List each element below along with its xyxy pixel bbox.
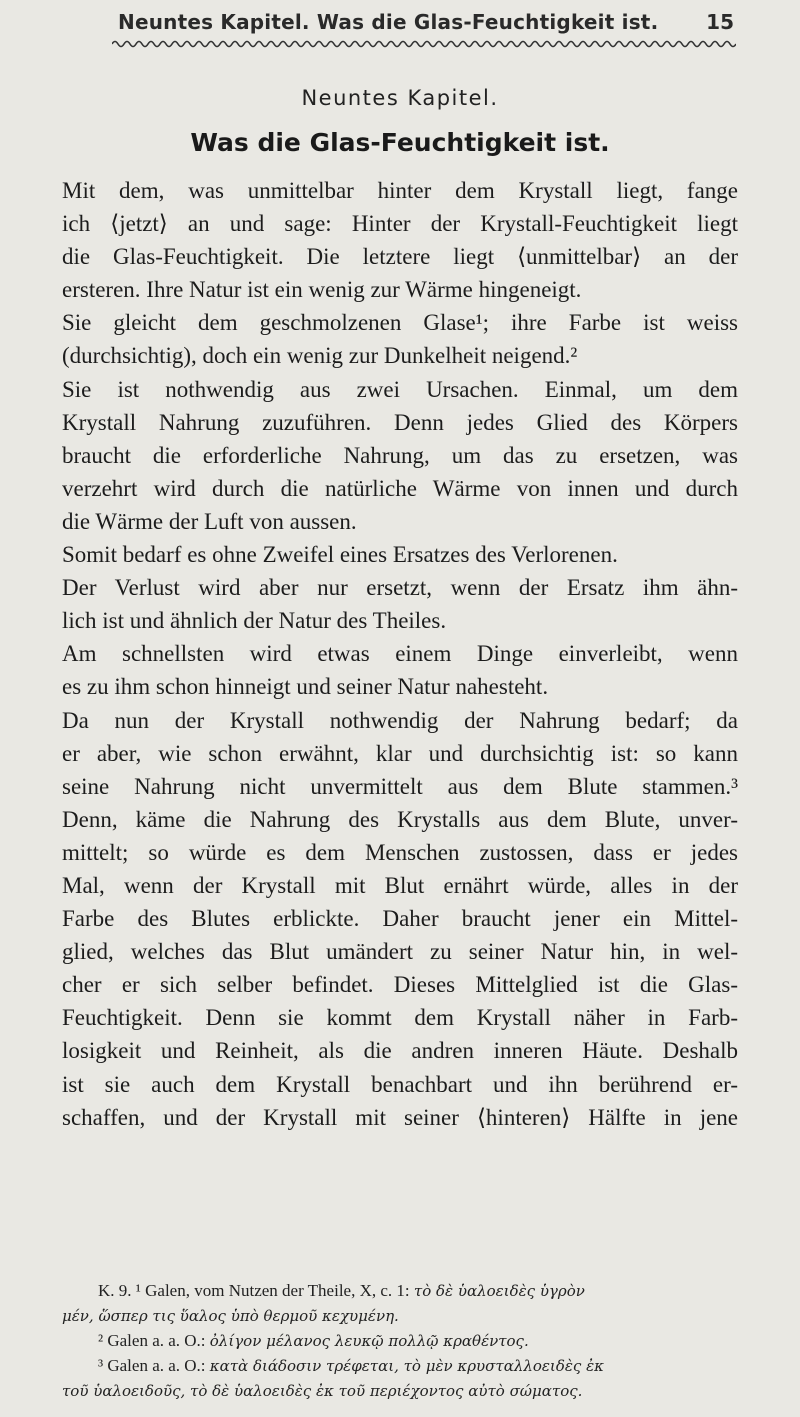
footnote-3-source: ³ Galen a. a. O.: [98, 1356, 206, 1375]
footnote-1-greek: τὸ δὲ ὑαλοειδὲς ὑγρὸν [413, 1282, 585, 1300]
text-line: es zu ihm schon hinneigt und seiner Natur nahesteht. [62, 674, 549, 700]
text-line: Sie gleicht dem geschmolzenen Glase¹; ihre Farbe ist weiss [62, 310, 738, 336]
chapter-number: Neuntes Kapitel. [301, 86, 499, 110]
text-line: verzehrt wird durch die natürliche Wärme von innen und durch [62, 475, 738, 501]
text-line: die Glas-Feuchtigkeit. Die letztere liegt ⟨unmittelbar⟩ an der [62, 244, 738, 270]
text-line: Krystall Nahrung zuzuführen. Denn jedes Glied des Körpers [62, 409, 738, 435]
text-line: ersteren. Ihre Natur ist ein wenig zur Wärme hingeneigt. [62, 277, 582, 303]
text-line: Mit dem, was unmittelbar hinter dem Krystall liegt, fange [62, 178, 738, 203]
footnote-1-continued [62, 1303, 738, 1328]
footnote-3-greek: κατὰ διάδοσιν τρέφεται, τὸ μὲν κρυσταλλοειδὲς ἐκ [209, 1357, 604, 1375]
text-line: Denn, käme die Nahrung des Krystalls aus dem Blute, unver- [62, 806, 738, 832]
text-line: Mal, wenn der Krystall mit Blut ernährt würde, alles in der [62, 872, 738, 898]
text-line: Farbe des Blutes erblickte. Daher braucht jener ein Mittel- [62, 906, 738, 932]
footnote-1-source: K. 9. ¹ Galen, vom Nutzen der Theile, X, c. 1: [98, 1281, 410, 1300]
chapter-title: Was die Glas-Feuchtigkeit ist. [190, 128, 610, 157]
text-line: Feuchtigkeit. Denn sie kommt dem Krystall näher in Farb- [62, 1005, 738, 1031]
text-line: Der Verlust wird aber nur ersetzt, wenn der Ersatz ihm ähn- [62, 575, 738, 601]
text-line: (durchsichtig), doch ein wenig zur Dunkelheit neigend.² [62, 343, 578, 369]
text-line: losigkeit und Reinheit, als die andren inneren Häute. Deshalb [62, 1038, 738, 1064]
footnote-3-greek-cont: τοῦ ὑαλοειδοῦς, τὸ δὲ ὑαλοειδὲς ἐκ τοῦ περιέχοντος αὐτὸ σώματος. [62, 1382, 583, 1400]
text-line: Am schnellsten wird etwas einem Dinge einverleibt, wenn [62, 641, 738, 667]
page-number: 15 [706, 10, 734, 34]
text-line: er aber, wie schon erwähnt, klar und durchsichtig ist: so kann [62, 740, 738, 766]
decorative-wavy-rule [112, 38, 736, 50]
footnote-1-greek-cont: μέν, ὥσπερ τις ὕαλος ὑπὸ θερμοῦ κεχυμένη. [62, 1307, 399, 1325]
text-line: ist sie auch dem Krystall benachbart und ihn berührend er- [62, 1071, 738, 1097]
text-line: glied, welches das Blut umändert zu seiner Natur hin, in wel- [62, 939, 738, 965]
text-line: braucht die erforderliche Nahrung, um das zu ersetzen, was [62, 442, 738, 468]
footnotes [62, 1278, 738, 1403]
text-line: ich ⟨jetzt⟩ an und sage: Hinter der Krystall-Feuchtigkeit liegt [62, 211, 738, 237]
text-line: seine Nahrung nicht unvermittelt aus dem Blute stammen.³ [62, 773, 738, 799]
footnote-2-greek: ὀλίγον μέλανος λευκῷ πολλῷ κραθέντος. [209, 1332, 529, 1350]
running-title: Neuntes Kapitel. Was die Glas-Feuchtigkeit ist. [118, 10, 659, 34]
footnote-1 [62, 1278, 738, 1303]
text-line: lich ist und ähnlich der Natur des Theiles. [62, 608, 447, 634]
footnote-2-source: ² Galen a. a. O.: [98, 1331, 206, 1350]
text-line: die Wärme der Luft von aussen. [62, 508, 357, 534]
running-head [118, 8, 738, 38]
text-line: Sie ist nothwendig aus zwei Ursachen. Einmal, um dem [62, 376, 738, 402]
text-line: mittelt; so würde es dem Menschen zustossen, dass er jedes [62, 839, 738, 865]
footnote-3 [62, 1353, 738, 1378]
footnote-2 [62, 1328, 738, 1353]
text-line: Da nun der Krystall nothwendig der Nahrung bedarf; da [62, 707, 738, 733]
text-line: cher er sich selber befindet. Dieses Mittelglied ist die Glas- [62, 972, 738, 998]
footnote-3-continued [62, 1378, 738, 1403]
text-line: schaffen, und der Krystall mit seiner ⟨hinteren⟩ Hälfte in jene [62, 1104, 738, 1130]
body-text [62, 174, 738, 1134]
text-line: Somit bedarf es ohne Zweifel eines Ersatzes des Verlorenen. [62, 542, 618, 568]
